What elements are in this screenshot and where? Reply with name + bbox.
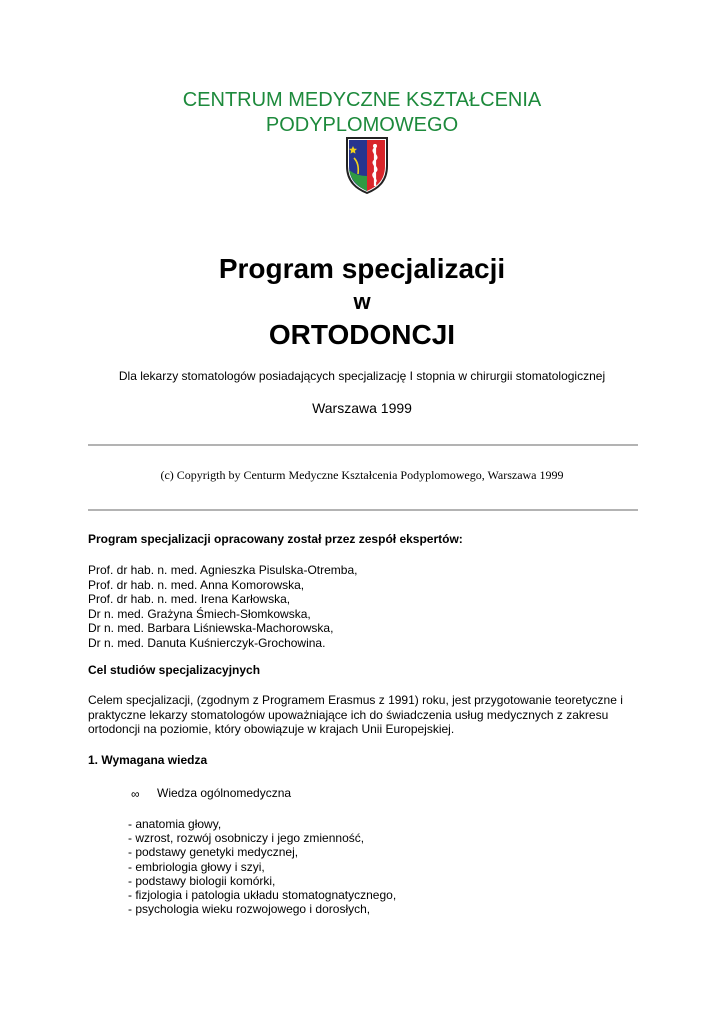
knowledge-items-list bbox=[128, 817, 396, 916]
institution-line-1: CENTRUM MEDYCZNE KSZTAŁCENIA bbox=[182, 89, 542, 111]
knowledge-heading: 1. Wymagana wiedza bbox=[88, 753, 208, 767]
expert-name: Dr n. med. Barbara Liśniewska-Machorowska, bbox=[88, 621, 334, 635]
crest-logo-icon bbox=[345, 136, 389, 194]
knowledge-item: - podstawy biologii komórki, bbox=[128, 873, 276, 888]
document-subtitle: Dla lekarzy stomatologów posiadających specjalizację I stopnia w chirurgii stomatologicznej bbox=[118, 369, 606, 383]
expert-name: Prof. dr hab. n. med. Anna Komorowska, bbox=[88, 577, 305, 592]
knowledge-item: - embriologia głowy i szyi, bbox=[128, 859, 265, 874]
knowledge-category: Wiedza ogólnomedyczna bbox=[157, 786, 292, 800]
place-year: Warszawa 1999 bbox=[312, 400, 412, 416]
divider-top bbox=[88, 444, 638, 446]
infinity-bullet-icon: ∞ bbox=[131, 787, 140, 801]
experts-list bbox=[88, 563, 648, 650]
goals-heading: Cel studiów specjalizacyjnych bbox=[88, 663, 261, 677]
document-title-connector: w bbox=[353, 289, 371, 314]
goals-paragraph bbox=[88, 693, 648, 737]
copyright-notice: (c) Copyrigth by Centurm Medyczne Kształcenia Podyplomowego, Warszawa 1999 bbox=[160, 468, 564, 482]
experts-heading: Program specjalizacji opracowany został przez zespół ekspertów: bbox=[88, 532, 463, 546]
expert-name: Dr n. med. Grażyna Śmiech-Słomkowska, bbox=[88, 606, 311, 621]
expert-name: Prof. dr hab. n. med. Agnieszka Pisulska-Otremba, bbox=[88, 563, 358, 577]
knowledge-item: - podstawy genetyki medycznej, bbox=[128, 845, 299, 860]
expert-name: Dr n. med. Danuta Kuśnierczyk-Grochowina. bbox=[88, 635, 326, 650]
knowledge-item: - fizjologia i patologia układu stomatognatycznego, bbox=[128, 888, 397, 903]
institution-name bbox=[0, 88, 724, 138]
expert-name: Prof. dr hab. n. med. Irena Karłowska, bbox=[88, 592, 291, 606]
divider-bottom bbox=[88, 509, 638, 511]
document-title: Program specjalizacji bbox=[218, 253, 506, 284]
knowledge-item: - anatomia głowy, bbox=[128, 817, 222, 831]
goals-paragraph-line: ortodoncji na poziomie, który obowiązuje w krajach Unii Europejskiej. bbox=[88, 722, 455, 736]
goals-paragraph-line: Celem specjalizacji, (zgodnym z Programem Erasmus z 1991) roku, jest przygotowanie teoretyczne i bbox=[88, 693, 623, 707]
knowledge-item: - wzrost, rozwój osobniczy i jego zmienność, bbox=[128, 831, 365, 846]
institution-line-2: PODYPLOMOWEGO bbox=[265, 114, 459, 136]
document-title-specialty: ORTODONCJI bbox=[268, 319, 456, 350]
goals-paragraph-line: praktyczne lekarzy stomatologów upoważniające ich do świadczenia usług medycznych z zakresu bbox=[88, 707, 609, 722]
knowledge-item: - psychologia wieku rozwojowego i dorosłych, bbox=[128, 902, 371, 917]
